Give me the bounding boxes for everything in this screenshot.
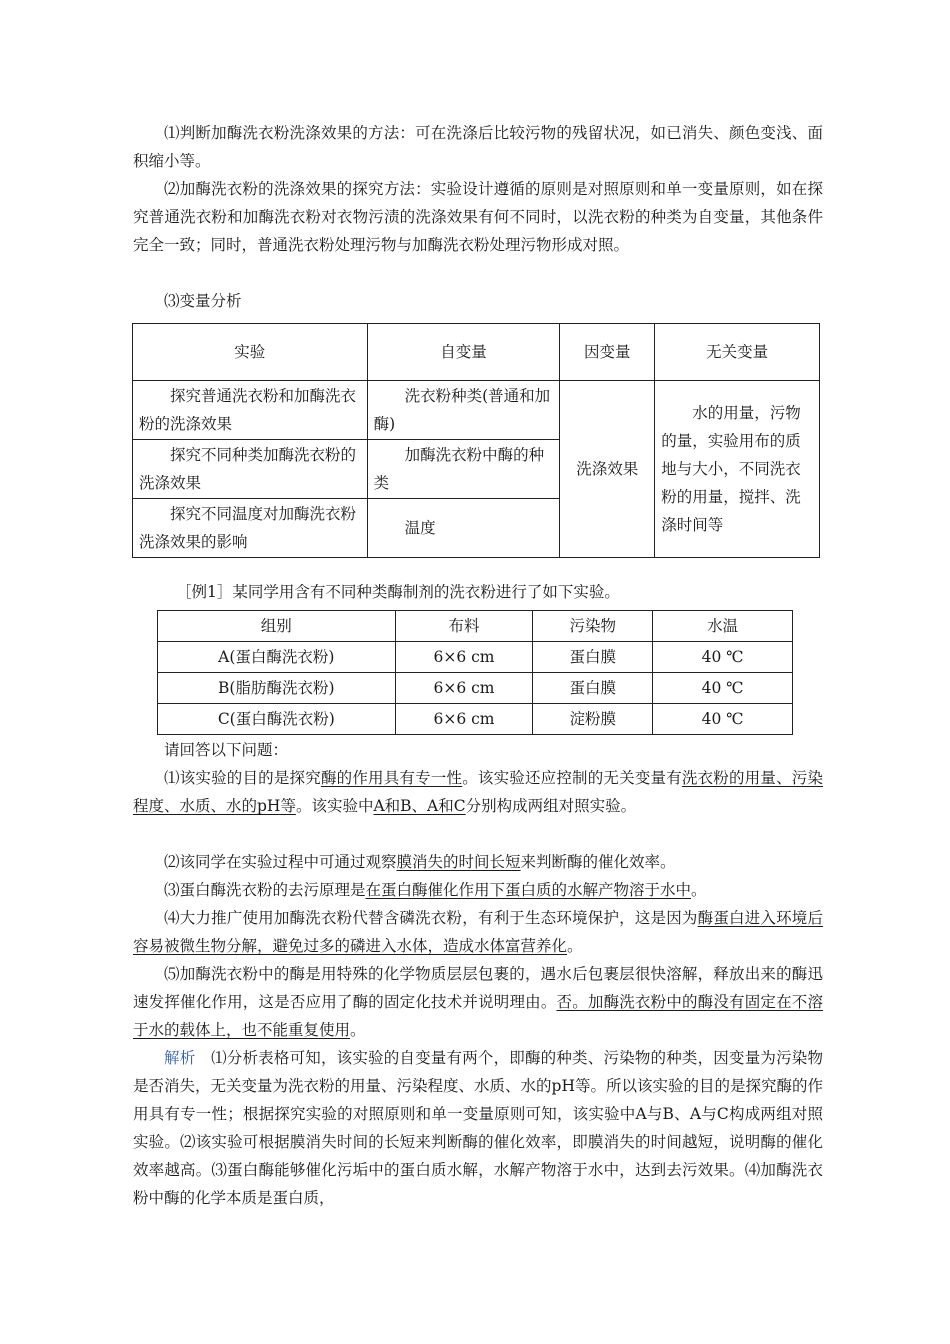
header-irrelevant-variable: 无关变量 (655, 324, 820, 381)
paragraph-variable-analysis: ⑶变量分析 (164, 292, 242, 310)
header-water-temperature: 水温 (653, 611, 793, 642)
example-intro: ［例1］某同学用含有不同种类酶制剂的洗衣粉进行了如下实验。 (176, 583, 620, 601)
header-pollutant: 污染物 (533, 611, 653, 642)
table-row (133, 381, 820, 440)
cell-group: A(蛋白酶洗衣粉) (158, 642, 396, 673)
analysis-paragraph (133, 1044, 823, 1212)
cell-pollutant: 蛋白膜 (533, 673, 653, 704)
table-row (158, 642, 793, 673)
question-3: ⑶蛋白酶洗衣粉的去污原理是在蛋白酶催化作用下蛋白质的水解产物溶于水中。 (164, 881, 707, 899)
header-group: 组别 (158, 611, 396, 642)
cell-fabric: 6×6 cm (395, 673, 533, 704)
header-fabric: 布料 (395, 611, 533, 642)
paragraph-exploration-method: ⑵加酶洗衣粉的洗涤效果的探究方法：实验设计遵循的原则是对照原则和单一变量原则，如在探究普通洗衣粉和加酶洗衣粉对衣物污渍的洗涤效果有何不同时，以洗衣粉的种类为自变量，其他条件完全一致；同时，普通洗衣粉处理污物与加酶洗衣粉处理污物形成对照。 (133, 180, 823, 254)
cell-group: C(蛋白酶洗衣粉) (158, 704, 396, 735)
question-prompt: 请回答以下问题： (164, 741, 289, 759)
answer-5: 否。加酶洗衣粉中的酶没有固定在不溶于水的载体上，也不能重复使用 (133, 993, 823, 1039)
header-dependent-variable: 因变量 (560, 324, 655, 381)
cell-dependent: 洗涤效果 (560, 381, 655, 558)
cell-temperature: 40 ℃ (653, 673, 793, 704)
question-2: ⑵该同学在实验过程中可通过观察膜消失的时间长短来判断酶的催化效率。 (164, 853, 676, 871)
cell-irrelevant: 水的用量，污物的量，实验用布的质地与大小，不同洗衣粉的用量，搅拌、洗涤时间等 (655, 381, 820, 558)
table-header-row (158, 611, 793, 642)
table-header-row (133, 324, 820, 381)
header-independent-variable: 自变量 (367, 324, 560, 381)
question-1: ⑴该实验的目的是探究酶的作用具有专一性。该实验还应控制的无关变量有洗衣粉的用量、污染程度、水质、水的pH等。该实验中A和B、A和C分别构成两组对照实验。 (133, 769, 823, 815)
cell-experiment: 探究不同种类加酶洗衣粉的洗涤效果 (133, 440, 368, 499)
table-row (158, 704, 793, 735)
answer-4: 酶蛋白进入环境后容易被微生物分解，避免过多的磷进入水体，造成水体富营养化 (133, 909, 823, 955)
cell-pollutant: 蛋白膜 (533, 642, 653, 673)
cell-temperature: 40 ℃ (653, 704, 793, 735)
question-5: ⑸加酶洗衣粉中的酶是用特殊的化学物质层层包裹的，遇水后包裹层很快溶解，释放出来的酶迅速发挥催化作用，这是否应用了酶的固定化技术并说明理由。否。加酶洗衣粉中的酶没有固定在不溶于水的载体上，也不能重复使用。 (133, 965, 823, 1039)
cell-independent: 温度 (367, 499, 560, 558)
answer-1c: A和B、A和C (373, 797, 466, 815)
cell-fabric: 6×6 cm (395, 704, 533, 735)
cell-pollutant: 淀粉膜 (533, 704, 653, 735)
answer-2: 膜消失的时间长短 (396, 853, 521, 871)
question-4: ⑷大力推广使用加酶洗衣粉代替含磷洗衣粉，有利于生态环境保护，这是因为酶蛋白进入环境后容易被微生物分解，避免过多的磷进入水体，造成水体富营养化。 (133, 909, 823, 955)
cell-experiment: 探究不同温度对加酶洗衣粉洗涤效果的影响 (133, 499, 368, 558)
answer-1b: 洗衣粉的用量、污染程度、水质、水的pH等 (133, 769, 823, 815)
table-row (158, 673, 793, 704)
answer-1a: 酶的作用具有专一性 (320, 769, 463, 787)
cell-experiment: 探究普通洗衣粉和加酶洗衣粉的洗涤效果 (133, 381, 368, 440)
cell-independent: 洗衣粉种类(普通和加酶) (367, 381, 560, 440)
cell-independent: 加酶洗衣粉中酶的种类 (367, 440, 560, 499)
variable-analysis-table (132, 323, 820, 558)
answer-3: 在蛋白酶催化作用下蛋白质的水解产物溶于水中 (365, 881, 692, 899)
header-experiment: 实验 (133, 324, 368, 381)
cell-group: B(脂肪酶洗衣粉) (158, 673, 396, 704)
analysis-text: ⑴分析表格可知，该实验的自变量有两个，即酶的种类、污染物的种类，因变量为污染物是否消失，无关变量为洗衣粉的用量、污染程度、水质、水的pH等。所以该实验的目的是探究酶的作用具有专一性；根据探究实验的对照原则和单一变量原则可知，该实验中A与B、A与C构成两组对照实验。⑵该实验可根据膜消失时间的长短来判断酶的催化效率，即膜消失的时间越短，说明酶的催化效率越高。⑶蛋白酶能够催化污垢中的蛋白质水解，水解产物溶于水中，达到去污效果。⑷加酶洗衣粉中酶的化学本质是蛋白质， (133, 1049, 823, 1207)
cell-temperature: 40 ℃ (653, 642, 793, 673)
cell-fabric: 6×6 cm (395, 642, 533, 673)
paragraph-judgment-method: ⑴判断加酶洗衣粉洗涤效果的方法：可在洗涤后比较污物的残留状况，如已消失、颜色变浅、面积缩小等。 (133, 124, 823, 170)
analysis-label: 解析 (164, 1049, 196, 1067)
experiment-table (157, 610, 793, 735)
